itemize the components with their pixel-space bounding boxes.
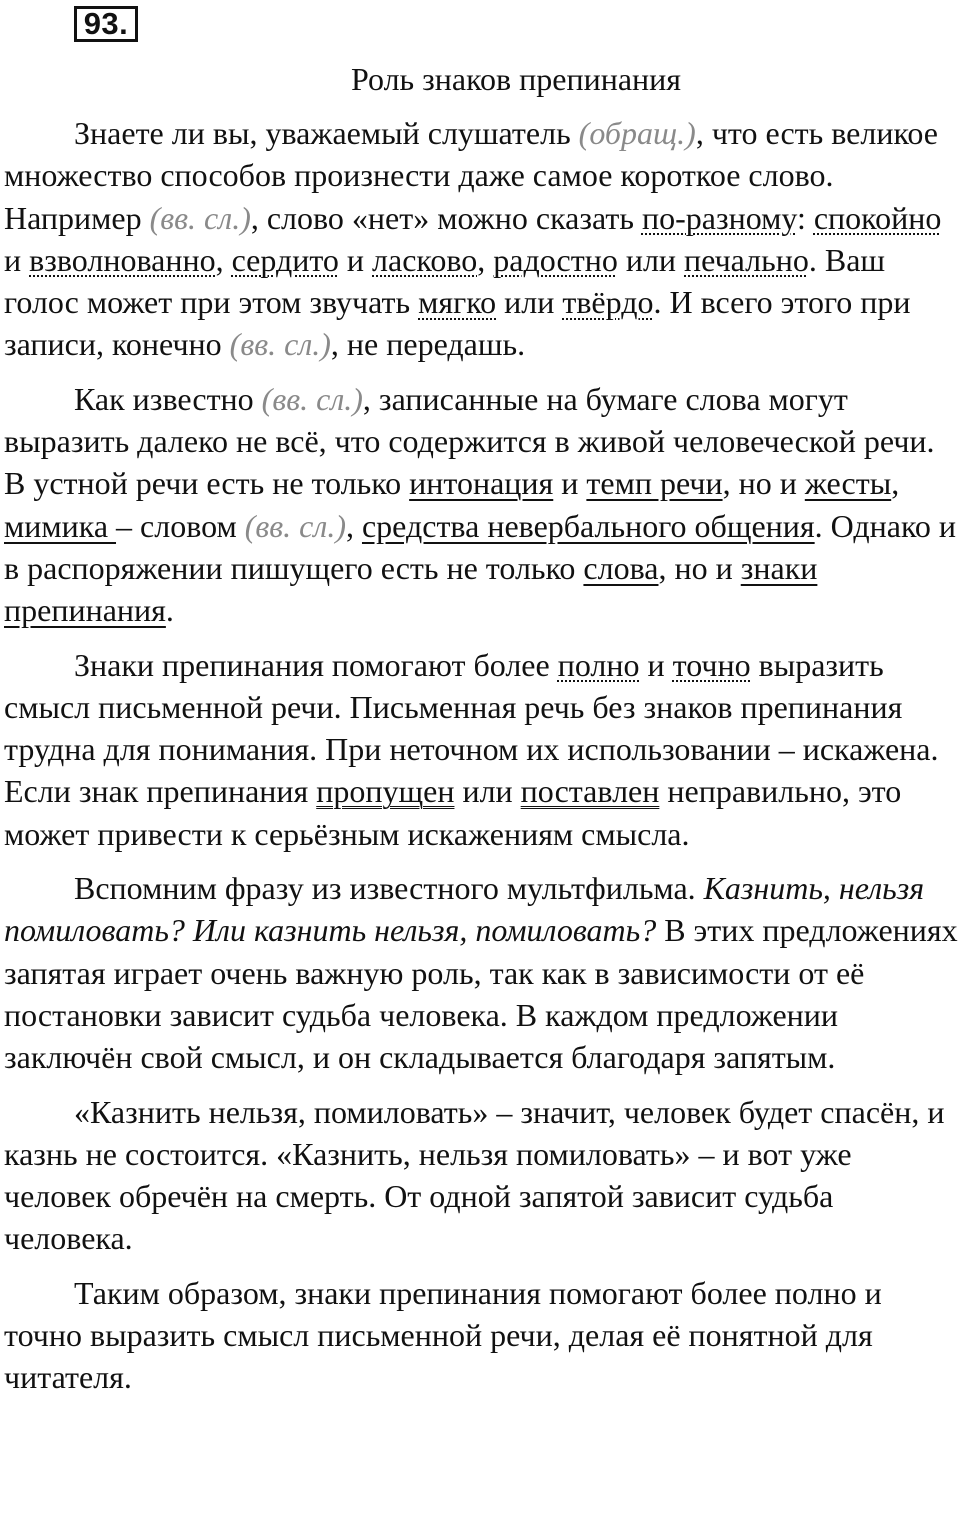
text-span: Знаете ли вы, уважаемый слушатель bbox=[74, 115, 579, 151]
text-span: . И всего этого при записи, конечно bbox=[4, 284, 911, 363]
text-span: и bbox=[4, 241, 30, 278]
adverb-underlined: твёрдо bbox=[562, 284, 654, 321]
text-span: – словом bbox=[116, 507, 245, 544]
subject-underlined: интонация bbox=[409, 465, 554, 502]
quoted-phrase: Казнить, нельзя помиловать? Или казнить нельзя, помиловать? bbox=[4, 870, 925, 949]
text-span: , слово «нет» можно сказать bbox=[250, 199, 642, 236]
subject-underlined: слова bbox=[583, 549, 659, 586]
text-span: . Ваш голос может при этом звучать bbox=[4, 241, 886, 321]
text-span: : bbox=[796, 199, 814, 236]
text-span: , bbox=[215, 241, 232, 278]
text-span: . Однако и в распоряжении пишущего есть не только bbox=[4, 507, 956, 586]
subject-underlined: жесты bbox=[804, 465, 892, 502]
paragraph-1 bbox=[4, 112, 960, 366]
paragraph-2 bbox=[4, 378, 960, 632]
text-span: В этих предложениях запятая играет очень важную роль, так как в зависимости от её постановки зависит судьба человека. В каждом предложении заключён свой смысл, и он складывается благодаря запятым. bbox=[4, 912, 958, 1076]
adverb-underlined: радостно bbox=[493, 241, 618, 278]
adverb-underlined: сердито bbox=[231, 241, 339, 278]
text-body bbox=[4, 112, 960, 1411]
text-span: или bbox=[496, 284, 563, 321]
exercise-number: 93. bbox=[74, 6, 138, 42]
text-span: Вспомним фразу из известного мультфильма. bbox=[74, 870, 704, 907]
text-span: , bbox=[477, 241, 494, 278]
paragraph-4 bbox=[4, 867, 960, 1078]
annotation-intro-word: (вв. сл.) bbox=[261, 380, 363, 417]
adverb-underlined: взволнованно bbox=[29, 241, 216, 278]
text-span: или bbox=[617, 241, 685, 278]
adverb-underlined: полно bbox=[557, 646, 640, 683]
text-span: Как известно bbox=[74, 380, 262, 417]
adverb-underlined: ласково bbox=[372, 241, 478, 278]
adverb-underlined: мягко bbox=[418, 284, 497, 321]
predicate-underlined: поставлен bbox=[520, 773, 660, 810]
text-span: , bbox=[345, 507, 362, 544]
text-span: , что есть великое множество способов произнести даже самое короткое слово. Например bbox=[4, 115, 938, 236]
text-span: и bbox=[553, 465, 587, 502]
text-span: и bbox=[639, 646, 673, 683]
annotation-intro-word: (вв. сл.) bbox=[149, 199, 251, 236]
subject-underlined: знаки препинания bbox=[4, 549, 818, 629]
predicate-underlined: пропущен bbox=[316, 773, 455, 810]
text-span: , не передашь. bbox=[330, 326, 526, 363]
subject-underlined: мимика bbox=[4, 507, 117, 544]
text-span: . bbox=[165, 592, 174, 629]
text-span: и bbox=[338, 241, 373, 278]
adverb-underlined: по-разному bbox=[641, 199, 797, 236]
subject-underlined: средства невербального общения bbox=[361, 507, 815, 544]
adverb-underlined: точно bbox=[672, 646, 751, 683]
annotation-intro-word: (вв. сл.) bbox=[244, 507, 346, 544]
annotation-address: (обращ.) bbox=[578, 115, 696, 151]
text-title: Роль знаков препинания bbox=[350, 61, 681, 97]
text-span: , bbox=[891, 465, 900, 502]
adverb-underlined: спокойно bbox=[813, 199, 942, 236]
annotation-intro-word: (вв. сл.) bbox=[229, 326, 331, 363]
adverb-underlined: печально bbox=[684, 241, 809, 278]
text-span: или bbox=[454, 773, 521, 810]
paragraph-5: «Казнить нельзя, помиловать» – значит, человек будет спасён, и казнь не состоится. «Казнить, нельзя помиловать» – и вот уже человек обречён на смерть. От одной запятой зависит судьба человека. bbox=[4, 1093, 945, 1257]
paragraph-6: Таким образом, знаки препинания помогают более полно и точно выразить смысл письменной речи, делая её понятной для читателя. bbox=[4, 1274, 882, 1396]
text-span: , но и bbox=[658, 549, 741, 586]
text-span: , но и bbox=[722, 465, 805, 502]
text-span: выразить смысл письменной речи. Письменная речь без знаков препинания трудна для понимания. При неточном их использовании – искажена. Если знак препинания bbox=[4, 646, 939, 810]
subject-underlined: темп речи bbox=[586, 465, 723, 502]
text-span: , записанные на бумаге слова могут выразить далеко не всё, что содержится в живой человеческой речи. В устной речи есть не только bbox=[4, 380, 935, 502]
text-span: неправильно, это может привести к серьёзным искажениям смысла. bbox=[4, 773, 902, 852]
text-span: Знаки препинания помогают более bbox=[74, 646, 558, 683]
paragraph-3 bbox=[4, 644, 960, 855]
